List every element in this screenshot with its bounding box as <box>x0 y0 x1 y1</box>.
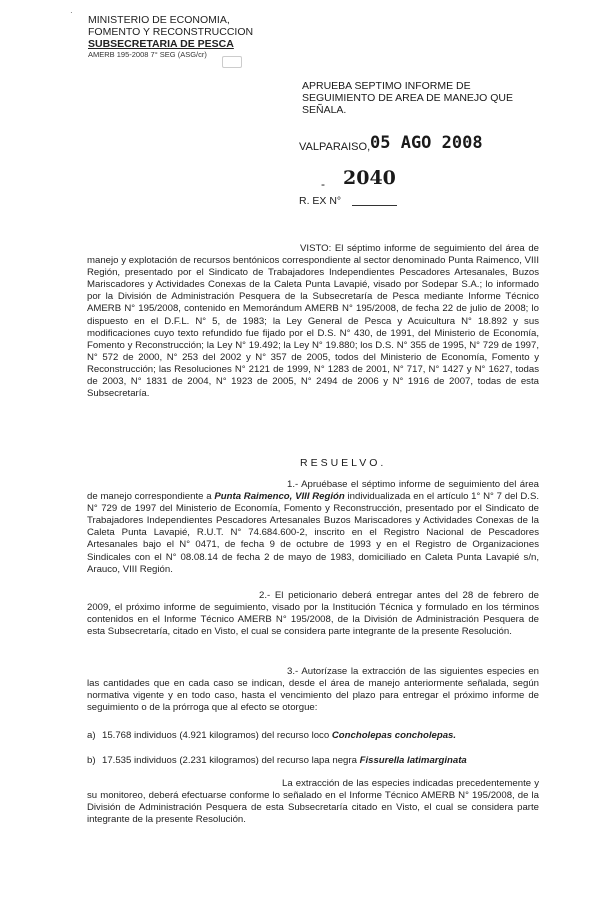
small-stamp <box>222 56 242 68</box>
visto-paragraph: VISTO: El séptimo informe de seguimiento del área de manejo y explotación de recursos bentónicos correspondiente al sector denominado Punta Raimenco, VIII Región, presentado por el Sindicato de Trabajadores Independientes Pescadores Artesanales, Buzos Mariscadores y Actividades Conexas de la Caleta Punta Lavapié, visado por Sodepar S.A.; lo informado por la División de Administración Pesquera de la Subsecretaría de Pesca mediante Informe Técnico AMERB N° 195/2008, contenido en Memorándum AMERB N° 195/2008, de fecha 22 de julio de 2008; lo dispuesto en el D.F.L. N° 5, de 1983; la Ley General de Pesca y Acuicultura N° 18.892 y sus modificaciones cuyo texto refundido fue fijado por el D.S. N° 430, de 1991, del Ministerio de Economía, Fomento y Reconstrucción; la Ley N° 19.492; la Ley N° 19.880; los D.S. N° 355 de 1995, N° 729 de 1997, N° 572 de 2000, N° 253 del 2002 y N° 357 de 2005, todos del Ministerio de Economía, Fomento y Reconstrucción; las Resoluciones N° 2121 de 1999, N° 1283 de 2001, N° 717, N° 1427 y N° 1627, todas de 2003, N° 1831 de 2004, N° 1923 de 2005, N° 2494 de 2006 y N° 1916 de 2007, todas de esta Subsecretaría. <box>87 243 539 400</box>
item-b-letter: b) <box>87 755 96 766</box>
item-a-text: 15.768 individuos (4.921 kilogramos) del recurso loco <box>102 730 332 741</box>
point-1-place: Punta Raimenco, VIII Región <box>214 491 345 503</box>
item-b-text: 17.535 individuos (2.231 kilogramos) del recurso lapa negra <box>102 755 360 766</box>
ministry-line-1: MINISTERIO DE ECONOMIA, <box>88 14 230 26</box>
letterhead <box>88 14 253 60</box>
resolution-subject: APRUEBA SEPTIMO INFORME DE SEGUIMIENTO DE AREA DE MANEJO QUE SEÑALA. <box>302 80 514 116</box>
item-a-letter: a) <box>87 730 96 741</box>
point-2-paragraph: 2.- El peticionario deberá entregar antes del 28 de febrero de 2009, el próximo informe de seguimiento, visado por la Institución Técnica y formulado en los términos contenidos en el Informe Técnico AMERB N° 195/2008, de la División de Administración Pesquera de esta Subsecretaría, citado en Visto, el cual se considera parte integrante de la presente Resolución. <box>87 590 539 638</box>
point-1-paragraph <box>87 479 539 576</box>
rex-underline <box>352 205 397 206</box>
point-4-paragraph: La extracción de las especies indicadas precedentemente y su monitoreo, deberá efectuarse conforme lo señalado en el Informe Técnico AMERB N° 195/2008, de la División de Administración Pesquera de esta Subsecretaría citado en Visto, el cual se considera parte integrante de la presente Resolución. <box>87 778 539 826</box>
reference-code: AMERB 195-2008 7° SEG (ASG/cr) <box>88 50 207 59</box>
item-a-species: Concholepas concholepas. <box>331 730 457 741</box>
date-stamp: 05 AGO 2008 <box>370 133 483 153</box>
resolution-number: 2040 <box>343 167 396 189</box>
corner-mark: · <box>70 8 73 17</box>
subsecretaria-title: SUBSECRETARIA DE PESCA <box>88 38 234 50</box>
ministry-line-2: FOMENTO Y RECONSTRUCCION <box>88 26 254 38</box>
place-label: VALPARAISO, <box>299 141 371 153</box>
item-a <box>87 730 539 742</box>
item-b <box>87 755 539 767</box>
number-dash: - <box>321 177 325 191</box>
rex-label: R. EX N° <box>299 195 342 207</box>
point-3-paragraph: 3.- Autorízase la extracción de las siguientes especies en las cantidades que en cada caso se indican, desde el área de manejo anteriormente señalada, según normativa vigente y en todo caso, hasta el vencimiento del plazo para entregar el próximo informe de seguimiento o de la prórroga que al efecto se otorgue: <box>87 666 539 714</box>
resuelvo-heading: RESUELVO. <box>300 457 387 469</box>
point-1-post: individualizada en el artículo 1° N° 7 del D.S. N° 729 de 1997 del Ministerio de Economía, Fomento y Reconstrucción, presentado por el Sindicato de Trabajadores Independientes Pescadores Artesanales Buzos Mariscadores y Actividades Conexas de la Caleta Punta Lavapié, R.U.T. N° 74.684.600-2, inscrito en el Registro Nacional de Pescadores Artesanales bajo el N° 0471, de fecha 9 de octubre de 1993 y en el Registro de Organizaciones Sindicales con el N° 08.08.14 de fecha 2 de mayo de 1983, domiciliado en Caleta Punta Lavapié s/n, Arauco, VIII Región. <box>87 491 540 575</box>
item-b-species: Fissurella latimarginata <box>359 755 467 766</box>
point-1-pre: 1.- Apruébase el séptimo informe de seguimiento del área de manejo correspondiente a <box>87 479 539 503</box>
